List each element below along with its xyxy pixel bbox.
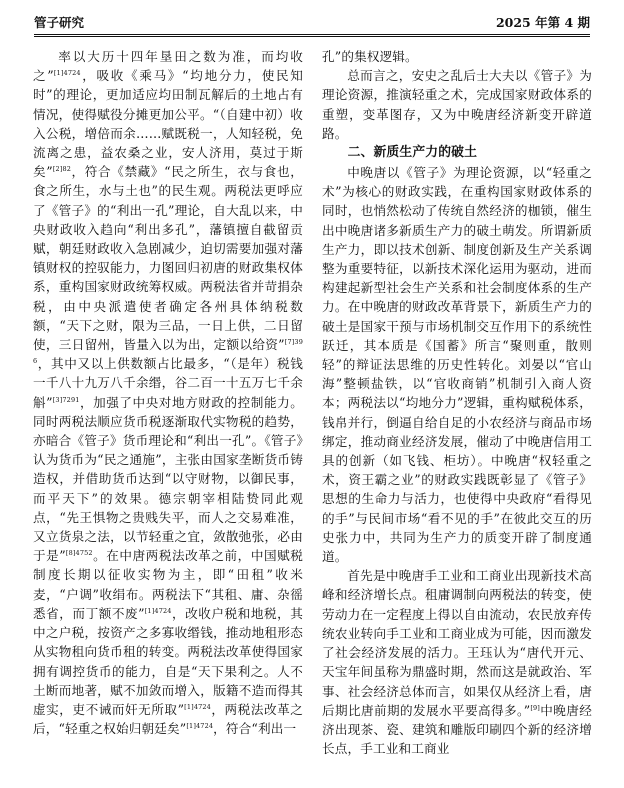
- citation-ref: [1]4724: [186, 721, 214, 730]
- right-column: [322, 47, 592, 783]
- text-run: ，符合《禁藏》“民之所生，衣与食也，食之所生，水与土也”的民生观。两税法更呼应了《管子》的“利出一孔”理论，自大乱以来，中央财政收入趋向“利出多孔”，藩镇擅自截留贡赋，朝廷财政收入急剧减少，迫切需要加强对藩镇财权的控驭能力，力图回归初唐的财政集权体系，重构国家财政统筹权威。两税法省并苛捐杂税，由中央派遣使者确定各州具体纳税数额，“天下之财，限为三品，一日上供，二日留使，三日留州，皆量入以为出，定额以给资”: [33, 164, 303, 353]
- text-run: ，两税法改革之后，“轻重之权始归朝廷矣”: [33, 701, 303, 737]
- text-run: 中晚唐经济出现茶、瓷、建筑和雕版印刷四个新的经济增长点，手工业和工商业: [322, 702, 592, 757]
- text-run: ，其中又以上供数额占比最多，“（是年）税钱一千八十九万八千余缗，谷二百一十五万七千余斛”: [33, 356, 303, 410]
- text-run: ，加强了中央对地方财政的控制能力。同时两税法顺应货币税逐渐取代实物税的趋势，亦暗合《管子》货币理论和“利出一孔”。《管子》认为货币为“民之通施”，主张由国家垄断货币铸造权，并借助货币达到“以守财物，以御民事，而平天下”的效果。德宗朝宰相陆贽同此观点，“先王惧物之贵贱失平，而人之交易难准，又立货泉之法，以节轻重之宜，敛散弛张，必由于是”: [33, 394, 303, 564]
- citation-ref: [1]4724: [53, 69, 81, 78]
- text-run: 孔”的集权逻辑。: [322, 49, 418, 64]
- text-run: ，吸收《乘马》“均地分力，使民知时”的理论，更加适应均田制瓦解后的土地占有情况，使得赋役分摊更加公平。“（自建中初）收入公税，增倍而余……赋既税一，人知轻税，免流离之患，益农桑之业，安人济用，莫过于斯矣”: [33, 68, 303, 180]
- text-run: 二、新质生产力的破土: [347, 145, 478, 161]
- header-rule-thin: [34, 36, 590, 37]
- header-rule: [34, 34, 590, 35]
- journal-title: 管子研究: [34, 15, 85, 30]
- citation-ref: [3]7291: [52, 395, 80, 404]
- paragraph: [322, 66, 592, 143]
- citation-ref: [1]4724: [184, 702, 211, 711]
- citation-ref: [8]4752: [65, 549, 93, 558]
- issue-number: 2025 年第 4 期: [495, 15, 590, 30]
- section-heading: [322, 143, 592, 163]
- paragraph: [322, 566, 592, 758]
- text-run: 首先是中晚唐手工业和工商业出现新技术高峰和经济增长点。租庸调制向两税法的转变，使劳动力在一定程度上得以自由流动，农民放弃传统农业转向手工业和工商业成为可能，因而激发了社会经济发展的活力。王珏认为“唐代开元、天宝年间虽称为鼎盛时期，然而这是就政治、军事、社会经济总体而言，如果仅从经济上看，唐后期比唐前期的发展水平要高得多。”: [322, 568, 592, 718]
- left-column: [33, 47, 303, 783]
- paragraph: [322, 47, 592, 66]
- paragraph: [33, 47, 303, 738]
- citation-ref: [1]4724: [144, 606, 172, 615]
- citation-ref: [9]: [530, 703, 540, 712]
- running-header: [34, 13, 590, 35]
- text-run: 总而言之，安史之乱后士大夫以《管子》为理论资源，推演轻重之术，完成国家财政体系的重塑，变革图存，又为中晚唐经济新变开辟道路。: [322, 68, 592, 141]
- text-run: ，符合“利出一: [213, 721, 297, 737]
- text-run: 率以大历十四年垦田之数为准，而均收之”: [33, 49, 303, 84]
- citation-ref: [2]82: [52, 165, 72, 174]
- citation-ref: [7]396: [33, 337, 303, 366]
- text-run: ，改收户税和地税，其中之户税，按资产之多寡收缗钱，推动地租形态从实物租向货币租的转变。两税法改革使得国家拥有调控货币的能力，自是“天下果利之。人不土断而地著，赋不加敛而增入，版籍不造而得其虚实，吏不诫而奸无所取”: [33, 605, 303, 717]
- paragraph: [322, 163, 592, 566]
- text-run: 。在中唐两税法改革之前，中国赋税制度长期以征收实物为主，即“田租”收米麦，“户调”收绢布。两税法下“其租、庸、杂徭悉省，而丁额不废”: [33, 548, 303, 621]
- text-run: 中晚唐以《管子》为理论资源，以“轻重之术”为核心的财政实践，在重构国家财政体系的同时，也悄然松动了传统自然经济的枷锁，催生出中晚唐诸多新质生产力的破土萌发。所谓新质生产力，即以技术创新、制度创新及生产关系调整为重要特征，以新技术深化运用为驱动，进而构建起新型社会生产关系和社会制度体系的生产力。在中晚唐的财政改革背景下，新质生产力的破土是国家干预与市场机制交互作用下的系统性跃迁，其本质是《国蓄》所言“聚则重，散则轻”的辩证法思维的历史性转化。刘晏以“官山海”整顿盐铁，以“官收商销”机制引入商人资本；两税法以“均地分力”逻辑，重构赋税体系，钱帛并行，倒逼自给自足的小农经济与商品市场绑定，推动商业经济发展，催动了中晚唐信用工具的创新（如飞钱、柜坊）。中晚唐“权轻重之术，资王霸之业”的财政实践既彰显了《管子》思想的生命力与活力，也使得中央政府“看得见的手”与民间市场“看不见的手”在彼此交互的历史张力中，共同为生产力的质变开辟了制度通道。: [322, 165, 592, 565]
